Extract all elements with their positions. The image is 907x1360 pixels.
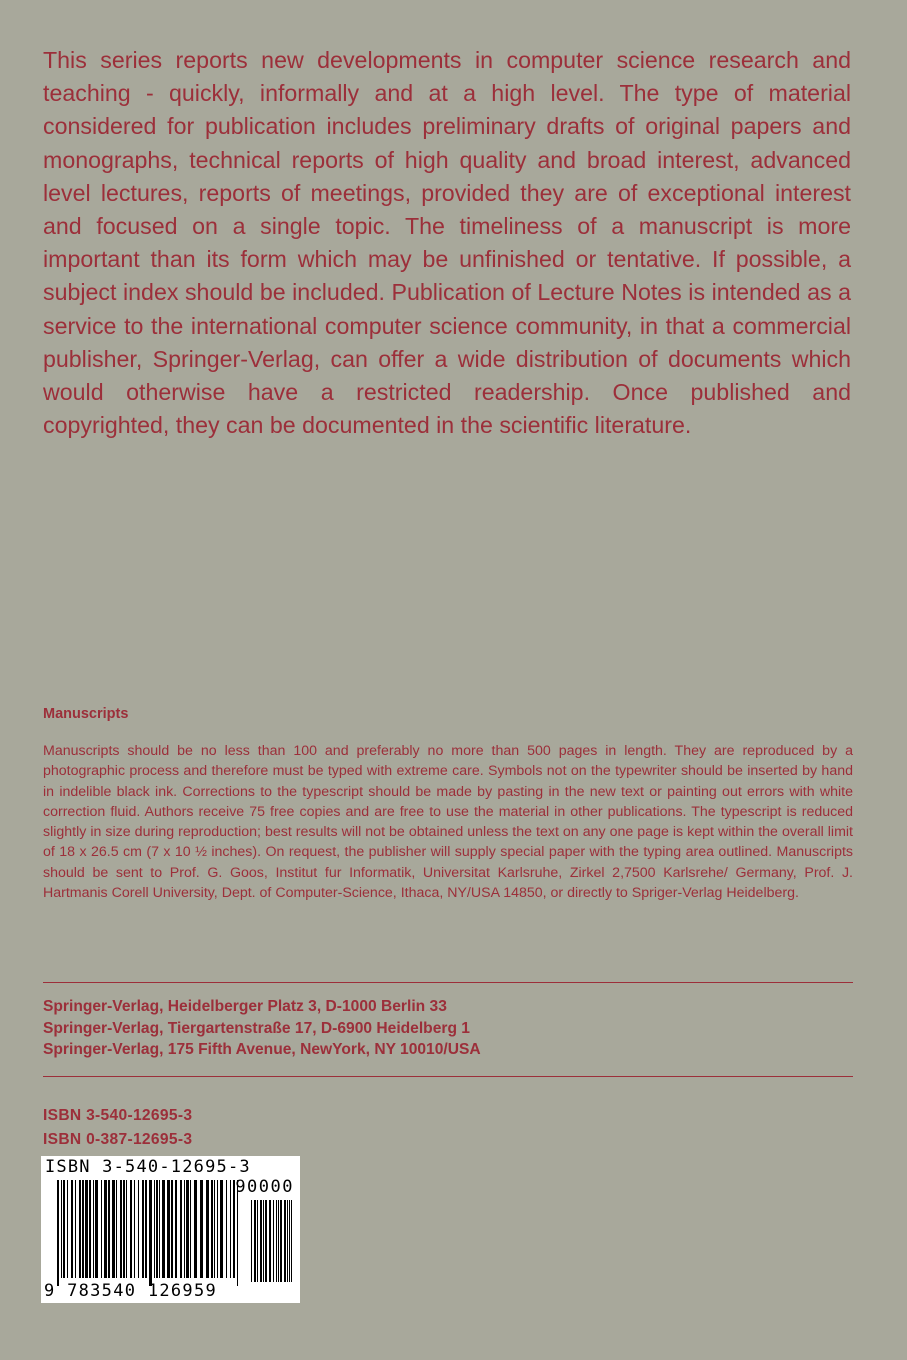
barcode-bar bbox=[171, 1180, 173, 1278]
barcode-addon-bar bbox=[269, 1200, 271, 1282]
publisher-addresses bbox=[43, 996, 481, 1061]
barcode-bar bbox=[162, 1180, 165, 1278]
barcode-bar bbox=[108, 1180, 110, 1278]
barcode-addon-bar bbox=[251, 1200, 252, 1282]
barcode-bar bbox=[145, 1180, 147, 1278]
barcode-isbn-text: ISBN 3-540-12695-3 bbox=[45, 1157, 251, 1177]
barcode-bar bbox=[104, 1180, 107, 1278]
barcode-addon-bar bbox=[276, 1200, 277, 1282]
barcode-bar bbox=[130, 1180, 132, 1278]
barcode-bar bbox=[184, 1180, 185, 1278]
barcode-bar bbox=[217, 1180, 218, 1278]
barcode-addon-bar bbox=[257, 1200, 258, 1282]
barcode-addon-bar bbox=[254, 1200, 256, 1282]
publisher-address: Springer-Verlag, Tiergartenstraße 17, D-6900 Heidelberg 1 bbox=[43, 1019, 470, 1037]
manuscripts-heading: Manuscripts bbox=[43, 706, 129, 722]
barcode-bar bbox=[82, 1180, 84, 1278]
manuscripts-submission-address: Manuscripts should be sent to Prof. G. Goos, Institut fur Informatik, Universitat Karlsruhe, Zirkel 2,7500 Karlsrehe/ Germany, Prof. J. Hartmanis Corell University, Dept. of Computer-Science, Ithaca, NY/USA 14850, or directly to Spriger-Verlag Heidelberg. bbox=[43, 844, 853, 902]
barcode-bar bbox=[71, 1180, 73, 1278]
barcode-bar bbox=[75, 1180, 76, 1278]
barcode-bar bbox=[154, 1180, 155, 1278]
barcode-bar bbox=[57, 1180, 59, 1286]
publisher-address: Springer-Verlag, Heidelberger Platz 3, D-1000 Berlin 33 bbox=[43, 998, 447, 1015]
barcode-addon-bar bbox=[263, 1200, 264, 1282]
barcode-bar bbox=[220, 1180, 223, 1278]
barcode-bar bbox=[142, 1180, 144, 1278]
barcode-addon-bar bbox=[291, 1200, 292, 1282]
barcode-addon-bar bbox=[287, 1200, 288, 1282]
barcode-bar bbox=[120, 1180, 122, 1278]
barcode-bar bbox=[156, 1180, 158, 1278]
barcode-addon-bar bbox=[265, 1200, 267, 1282]
barcode-addon-bar bbox=[284, 1200, 286, 1282]
barcode-addon-bar bbox=[280, 1200, 282, 1282]
manuscripts-instructions: Manuscripts should be no less than 100 and preferably no more than 500 pages in length. They are reproduced by a photographic process and therefore must be typed with extreme care. Symbols not on the typewriter should be inserted by hand in indelible black ink. Corrections to the typescript should be made by pasting in the new text or painting out errors with white correction fluid. Authors receive 75 free copies and are free to use the material in other publications. The typescript is reduced slightly in size during reproduction; best results will not be obtained unless the text on any one page is kept within the overall limit of 18 x 26.5 cm (7 x 10 ½ inches). On request, the publisher will supply special paper with the typing area outlined. bbox=[43, 743, 853, 861]
barcode-bar bbox=[138, 1180, 139, 1278]
barcode-bar bbox=[95, 1180, 98, 1278]
barcode-addon-bar bbox=[289, 1200, 290, 1282]
barcode-bar bbox=[186, 1180, 189, 1278]
barcode-bar bbox=[116, 1180, 117, 1278]
barcode-bar bbox=[149, 1180, 152, 1286]
barcode-bar bbox=[211, 1180, 213, 1278]
barcode-ean-digits: 9 783540 126959 bbox=[44, 1281, 218, 1301]
barcode-addon-bar bbox=[260, 1200, 262, 1282]
divider-top bbox=[43, 982, 853, 983]
barcode-addon-bar bbox=[278, 1200, 279, 1282]
barcode-bar bbox=[175, 1180, 177, 1278]
barcode-bar bbox=[85, 1180, 88, 1278]
barcode-bar bbox=[112, 1180, 115, 1278]
barcode bbox=[41, 1156, 300, 1303]
barcode-bar bbox=[230, 1180, 231, 1278]
barcode-bar bbox=[180, 1180, 182, 1278]
barcode-bar bbox=[200, 1180, 203, 1278]
publisher-address: Springer-Verlag, 175 Fifth Avenue, NewYork, NY 10010/USA bbox=[43, 1041, 481, 1058]
barcode-addon-bar bbox=[273, 1200, 274, 1282]
barcode-bar bbox=[159, 1180, 160, 1278]
barcode-bar bbox=[89, 1180, 91, 1278]
isbn-line-2: ISBN 0-387-12695-3 bbox=[43, 1131, 193, 1148]
barcode-bar bbox=[194, 1180, 197, 1278]
barcode-bar bbox=[63, 1180, 65, 1278]
barcode-bar bbox=[134, 1180, 135, 1278]
barcode-bar bbox=[101, 1180, 102, 1278]
barcode-bar bbox=[61, 1180, 62, 1278]
barcode-bar bbox=[214, 1180, 215, 1278]
barcode-bar bbox=[167, 1180, 170, 1278]
barcode-bar bbox=[123, 1180, 125, 1278]
barcode-bar bbox=[190, 1180, 191, 1278]
divider-bottom bbox=[43, 1076, 853, 1077]
barcode-bar bbox=[93, 1180, 94, 1278]
barcode-bar bbox=[226, 1180, 227, 1278]
isbn-line-1: ISBN 3-540-12695-3 bbox=[43, 1107, 193, 1124]
series-description: This series reports new developments in computer science research and teaching - quickly, informally and at a high level. The type of material considered for publication includes preliminary drafts of original papers and monographs, technical reports of high quality and broad interest, advanced level lectures, reports of meetings, provided they are of exceptional interest and focused on a single topic. The timeliness of a manuscript is more important than its form which may be unfinished or tentative. If possible, a subject index should be included. Publication of Lecture Notes is intended as a service to the international computer science community, in that a commercial publisher, Springer-Verlag, can offer a wide distribution of documents which would otherwise have a restricted readership. Once published and copyrighted, they can be documented in the scientific literature. bbox=[43, 47, 851, 439]
manuscripts-guidelines bbox=[43, 741, 853, 903]
barcode-bar bbox=[67, 1180, 68, 1278]
barcode-bar bbox=[206, 1180, 209, 1278]
barcode-bar bbox=[79, 1180, 81, 1278]
barcode-price-code: 90000 bbox=[235, 1177, 294, 1197]
barcode-bar bbox=[126, 1180, 127, 1278]
